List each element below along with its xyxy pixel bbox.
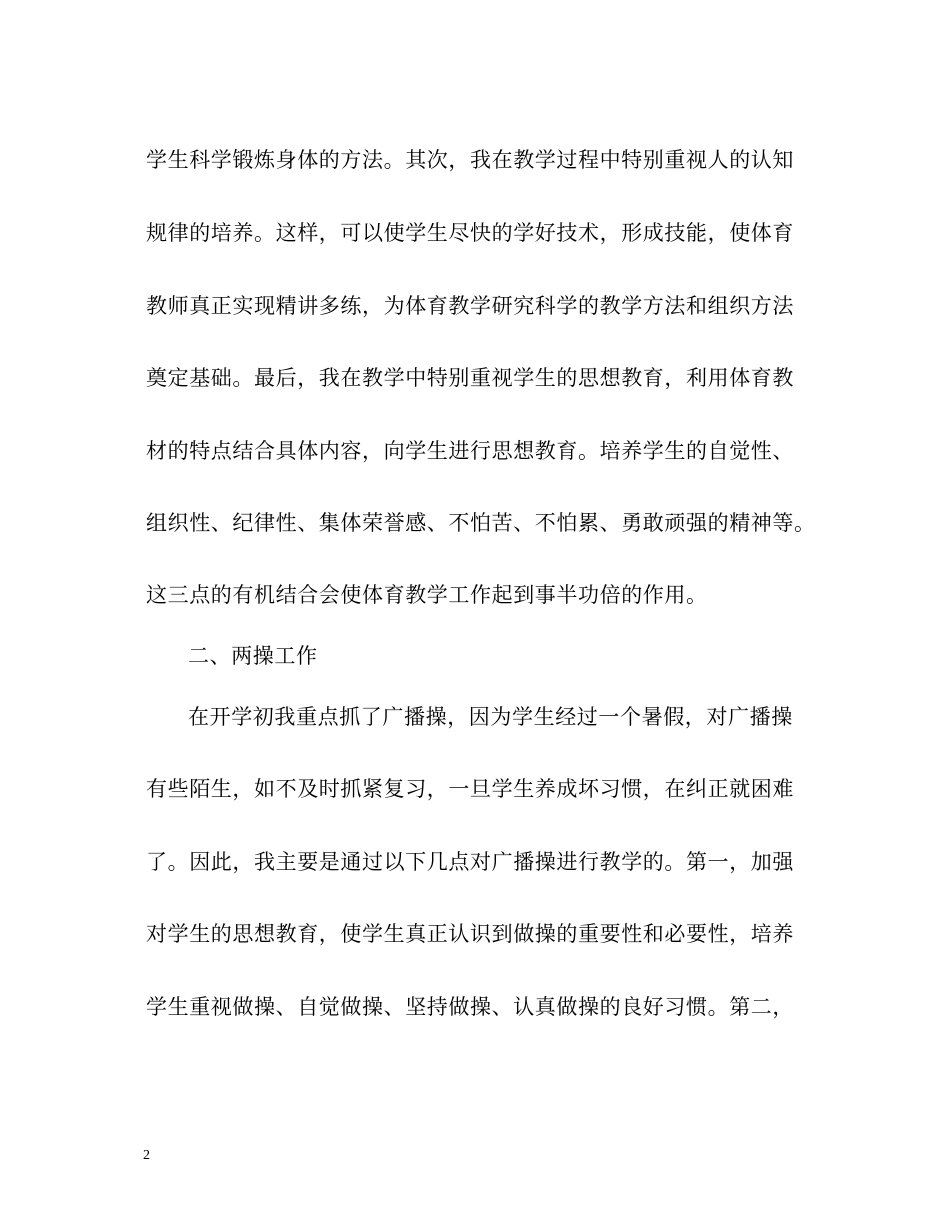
body-text-line-1: 学生科学锻炼身体的方法。其次，我在教学过程中特别重视人的认知 (146, 148, 794, 172)
body-text-line-2: 规律的培养。这样，可以使学生尽快的学好技术，形成技能，使体育 (146, 221, 794, 245)
body-text-line-5: 材的特点结合具体内容，向学生进行思想教育。培养学生的自觉性、 (146, 439, 794, 463)
body-text-line-9: 在开学初我重点抓了广播操，因为学生经过一个暑假，对广播操 (188, 705, 793, 729)
body-text-line-7: 这三点的有机结合会使体育教学工作起到事半功倍的作用。 (146, 583, 708, 607)
body-text-line-12: 对学生的思想教育，使学生真正认识到做操的重要性和必要性，培养 (146, 922, 794, 946)
body-text-line-13: 学生重视做操、自觉做操、坚持做操、认真做操的良好习惯。第二， (146, 995, 794, 1019)
body-text-line-11: 了。因此，我主要是通过以下几点对广播操进行教学的。第一，加强 (146, 850, 794, 874)
page-number: 2 (143, 1148, 150, 1163)
body-text-line-10: 有些陌生，如不及时抓紧复习，一旦学生养成坏习惯，在纠正就困难 (146, 777, 794, 801)
section-heading: 二、两操工作 (188, 644, 318, 668)
body-text-line-4: 奠定基础。最后，我在教学中特别重视学生的思想教育，利用体育教 (146, 366, 794, 390)
body-text-line-3: 教师真正实现精讲多练，为体育教学研究科学的教学方法和组织方法 (146, 294, 794, 318)
body-text-line-6: 组织性、纪律性、集体荣誉感、不怕苦、不怕累、勇敢顽强的精神等。 (146, 511, 816, 535)
